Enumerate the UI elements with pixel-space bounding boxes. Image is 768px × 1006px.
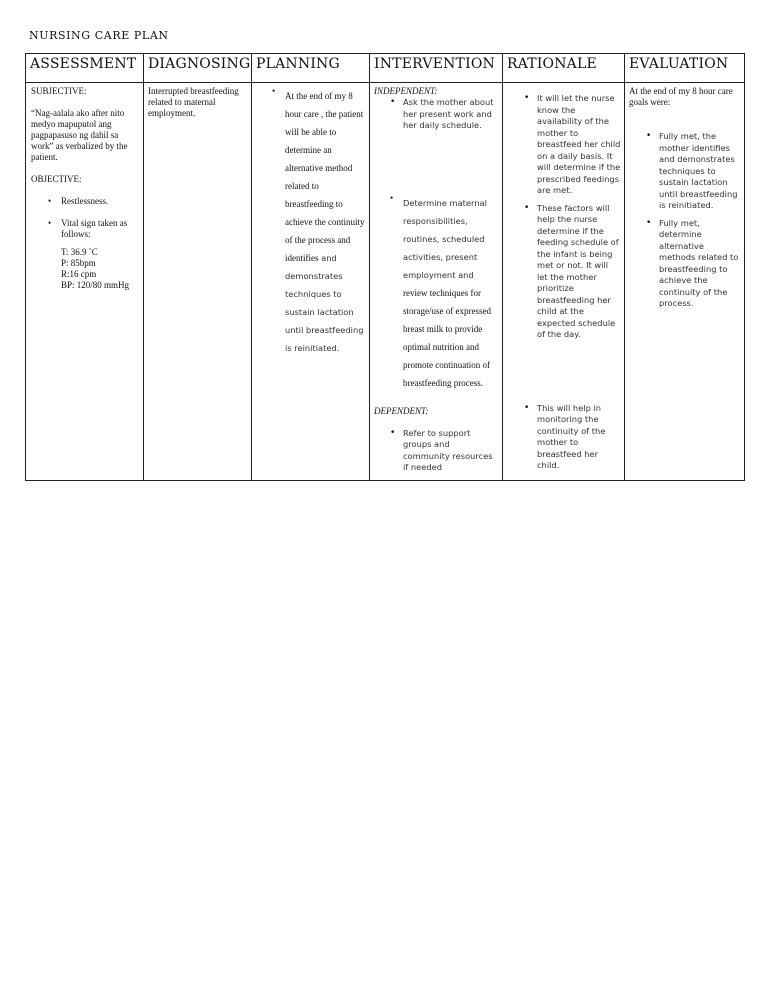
- subjective-label: SUBJECTIVE:: [31, 86, 87, 96]
- rationale-item: • These factors will help the nurse determine if the feeding schedule of the infant is being met or not. It will let the mother prioritize breastfeeding her child at the expected schedule of the day.: [537, 203, 621, 341]
- content-row: [26, 83, 745, 481]
- vital-temperature: T: 36.9 ˚C: [61, 247, 98, 257]
- vital-blood-pressure: BP: 120/80 mmHg: [61, 280, 130, 290]
- subjective-quote: “Nag-aalala ako after nito medyo mapuputol ang pagpapasuso ng dahil sa work” as verbalized by the patient.: [31, 108, 128, 162]
- evaluation-cell: [625, 83, 745, 481]
- intervention-item: • Determine maternal responsibilities, routines, scheduled activities, present employment and review techniques for storage/use of expressed breast milk to provide optimal nutrition and promote continuation of breastfeeding process.: [403, 193, 499, 391]
- list-item: • Restlessness.: [61, 196, 140, 207]
- header-evaluation: EVALUATION: [625, 54, 745, 83]
- planning-goal: • At the end of my 8 hour care , the patient will be able to determine an alternative method related to breastfeeding to achieve the continuity of the process and identifies and demonstrates techniques to sustain lactation until breastfeeding is reinitiated.: [285, 86, 366, 356]
- dependent-label: DEPENDENT:: [374, 405, 429, 416]
- evaluation-item: • Fully met, determine alternative methods related to breastfeeding to achieve the continuity of the process.: [659, 218, 741, 310]
- header-row: [26, 54, 745, 83]
- objective-label: OBJECTIVE:: [31, 174, 82, 184]
- page-title: NURSING CARE PLAN: [29, 29, 169, 42]
- header-assessment: ASSESSMENT: [26, 54, 144, 83]
- intervention-item: • Ask the mother about her present work and her daily schedule.: [403, 97, 499, 132]
- header-diagnosing: DIAGNOSING: [144, 54, 252, 83]
- nursing-care-plan-table: [25, 53, 745, 481]
- intervention-item: • Refer to support groups and community resources if needed: [403, 428, 499, 474]
- header-intervention: INTERVENTION: [370, 54, 503, 83]
- list-item: • Vital sign taken as follows:: [61, 218, 140, 240]
- assessment-cell: [26, 83, 144, 481]
- rationale-item: • This will help in monitoring the continuity of the mother to breastfeed her child.: [537, 403, 621, 472]
- header-planning: PLANNING: [252, 54, 370, 83]
- independent-label: INDEPENDENT:: [374, 86, 438, 96]
- evaluation-item: • Fully met, the mother identifies and demonstrates techniques to sustain lactation until breastfeeding is reinitiated.: [659, 131, 741, 212]
- evaluation-intro: At the end of my 8 hour care goals were:: [629, 86, 733, 107]
- vital-signs: [31, 247, 140, 291]
- planning-cell: [252, 83, 370, 481]
- intervention-cell: [370, 83, 503, 481]
- rationale-cell: [503, 83, 625, 481]
- nursing-diagnosis: Interrupted breastfeeding related to maternal employment.: [148, 86, 239, 118]
- vital-pulse: P: 85bpm: [61, 258, 96, 268]
- rationale-item: • It will let the nurse know the availability of the mother to breastfeed her child on a daily basis. It will determine if the prescribed feedings are met.: [537, 93, 621, 197]
- diagnosing-cell: [144, 83, 252, 481]
- header-rationale: RATIONALE: [503, 54, 625, 83]
- vital-respiration: R:16 cpm: [61, 269, 97, 279]
